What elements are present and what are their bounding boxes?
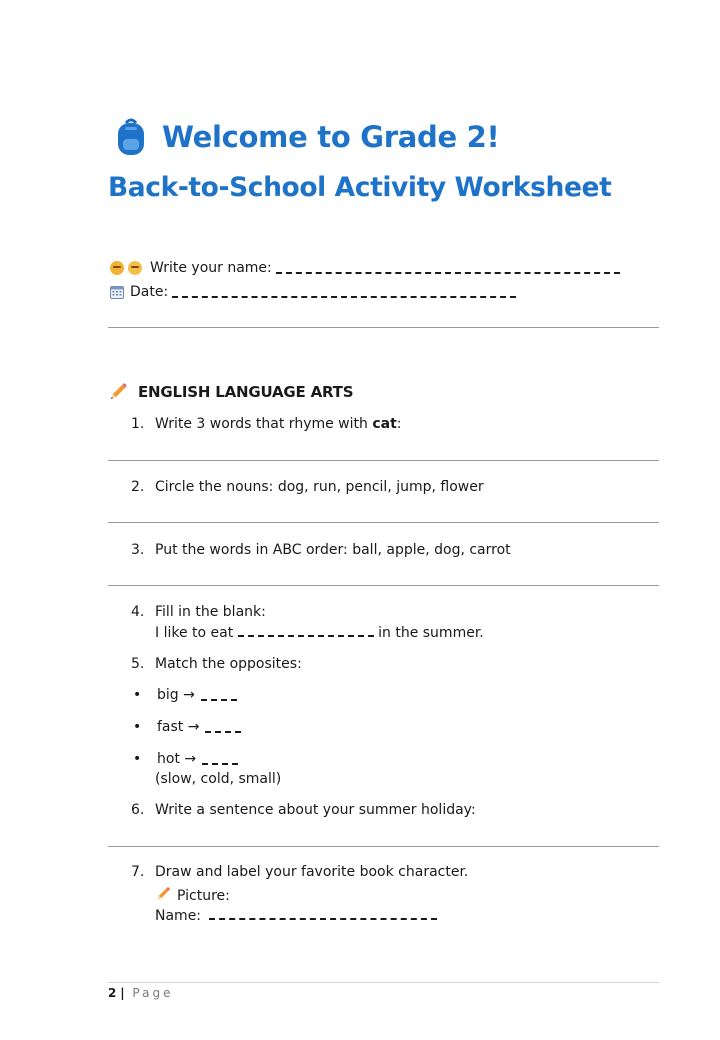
question-3 [131, 542, 511, 558]
page-footer: 2 | Page [108, 986, 174, 1000]
boy-emoji-icon [128, 261, 142, 275]
question-number: 6. [131, 802, 145, 818]
footer-divider [108, 982, 659, 983]
girl-emoji-icon [110, 261, 124, 275]
question-text: Draw and label your favorite book character. [155, 864, 469, 880]
backpack-icon [116, 117, 146, 157]
question-number: 5. [131, 656, 145, 672]
page-title [116, 117, 499, 157]
question-1 [131, 416, 402, 432]
question-7 [131, 864, 468, 880]
name-row [110, 260, 620, 276]
calendar-icon [110, 285, 124, 299]
opposite-options: (slow, cold, small) [155, 771, 282, 787]
divider [108, 327, 659, 328]
list-item: • big → [131, 687, 237, 703]
question-text: Write a sentence about your summer holiday: [155, 802, 476, 818]
question-text: Write 3 words that rhyme with cat: [155, 416, 402, 432]
page-number: 2 [108, 986, 117, 1000]
name-label: Write your name: [150, 260, 272, 276]
question-5 [131, 656, 302, 672]
question-4 [131, 604, 266, 620]
answer-line[interactable] [108, 585, 659, 586]
character-name-blank[interactable] [209, 910, 437, 920]
picture-label: Picture: [155, 886, 230, 904]
question-number: 4. [131, 604, 145, 620]
question-2 [131, 479, 484, 495]
opposite-blank[interactable] [201, 691, 237, 701]
bullet: • [133, 751, 142, 767]
bullet: • [133, 687, 142, 703]
section-heading-text: ENGLISH LANGUAGE ARTS [138, 383, 354, 401]
question-number: 2. [131, 479, 145, 495]
bullet: • [133, 719, 142, 735]
section-heading-ela [108, 382, 353, 402]
date-blank[interactable] [172, 286, 516, 298]
question-text: Circle the nouns: dog, run, pencil, jump, flower [155, 479, 484, 495]
name-blank[interactable] [276, 262, 620, 274]
opposite-blank[interactable] [202, 755, 238, 765]
title-text: Welcome to Grade 2! [162, 120, 500, 154]
list-item: • fast → [131, 719, 241, 735]
fill-in-blank[interactable] [238, 627, 374, 637]
date-label: Date: [130, 284, 169, 300]
answer-line[interactable] [108, 846, 659, 847]
answer-line[interactable] [108, 522, 659, 523]
list-item: • hot → [131, 751, 238, 767]
opposite-blank[interactable] [205, 723, 241, 733]
page-subtitle: Back-to-School Activity Worksheet [108, 172, 612, 203]
question-6 [131, 802, 476, 818]
pencil-icon [155, 886, 171, 902]
question-text: Fill in the blank: [155, 604, 266, 620]
question-text: Match the opposites: [155, 656, 302, 672]
question-number: 3. [131, 542, 145, 558]
date-row [110, 284, 516, 300]
question-number: 1. [131, 416, 145, 432]
question-number: 7. [131, 864, 145, 880]
answer-line[interactable] [108, 460, 659, 461]
question-text: Put the words in ABC order: ball, apple, dog, carrot [155, 542, 511, 558]
fill-in-sentence: I like to eat in the summer. [155, 625, 484, 641]
character-name-row: Name: [155, 908, 437, 924]
pencil-icon [108, 382, 128, 402]
